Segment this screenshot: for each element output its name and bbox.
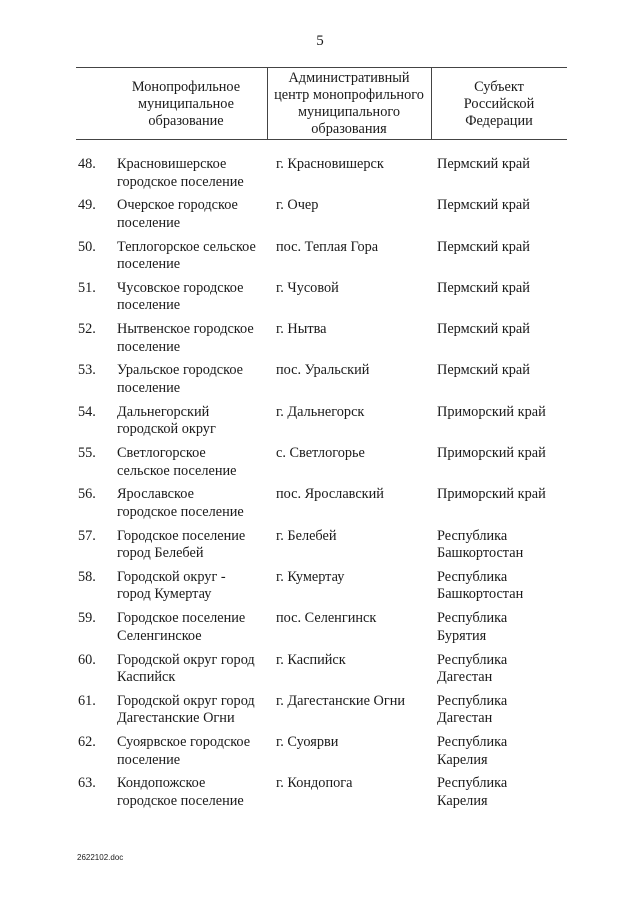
- municipality-name: [117, 734, 269, 769]
- federal-subject: [437, 404, 567, 422]
- federal-subject: [437, 528, 567, 563]
- federal-subject-line: Республика: [437, 651, 508, 668]
- header-line: Российской: [463, 96, 535, 112]
- table-row: [0, 610, 640, 651]
- municipality-name: [117, 610, 269, 645]
- municipality-name-line: Городское поселение: [117, 610, 246, 627]
- admin-center: г. Кумертау: [276, 568, 345, 585]
- federal-subject: [437, 693, 567, 728]
- row-number: 53.: [78, 362, 96, 379]
- admin-center: пос. Уральский: [276, 362, 370, 379]
- admin-center: пос. Ярославский: [276, 486, 384, 503]
- header-federal-subject: [431, 79, 567, 130]
- admin-center: г. Суоярви: [276, 734, 339, 751]
- row-number: 61.: [78, 692, 96, 709]
- municipality-name: [117, 321, 269, 356]
- header-line: центр монопрофильного: [274, 87, 424, 103]
- row-number: 55.: [78, 445, 96, 462]
- municipality-name-line: Каспийск: [117, 669, 176, 686]
- federal-subject: [437, 362, 567, 380]
- federal-subject-line: Республика: [437, 775, 508, 792]
- municipality-name-line: городской округ: [117, 421, 216, 438]
- admin-center: г. Каспийск: [276, 651, 346, 668]
- federal-subject: [437, 652, 567, 687]
- municipality-name-line: Нытвенское городское: [117, 321, 254, 338]
- municipality-name-line: Уральское городское: [117, 362, 243, 379]
- federal-subject: [437, 156, 567, 174]
- table-top-rule: [76, 67, 567, 68]
- table-row: [0, 775, 640, 816]
- federal-subject-line: Карелия: [437, 792, 488, 809]
- table-row: [0, 197, 640, 238]
- municipality-name-line: Городское поселение: [117, 527, 246, 544]
- row-number: 50.: [78, 238, 96, 255]
- municipality-name: [117, 569, 269, 604]
- federal-subject: [437, 569, 567, 604]
- federal-subject-line: Приморский край: [437, 486, 546, 503]
- federal-subject: [437, 445, 567, 463]
- header-line: муниципального: [297, 104, 401, 120]
- admin-center: г. Красновишерск: [276, 156, 384, 172]
- admin-center: с. Светлогорье: [276, 445, 365, 462]
- federal-subject: [437, 239, 567, 257]
- federal-subject-line: Пермский край: [437, 238, 530, 255]
- table-row: [0, 239, 640, 280]
- federal-subject-line: Приморский край: [437, 445, 546, 462]
- table-row: [0, 569, 640, 610]
- municipality-name-line: Красновишерское: [117, 156, 227, 172]
- municipality-name: [117, 445, 269, 480]
- table-row: [0, 445, 640, 486]
- admin-center: г. Очер: [276, 197, 319, 214]
- federal-subject-line: Башкортостан: [437, 545, 524, 562]
- municipality-name-line: город Кумертау: [117, 586, 212, 603]
- federal-subject-line: Республика: [437, 692, 508, 709]
- admin-center: пос. Селенгинск: [276, 610, 377, 627]
- page-number: 5: [316, 33, 324, 49]
- document-filename: 2622102.doc: [77, 853, 124, 862]
- municipality-name-line: сельское поселение: [117, 462, 237, 479]
- municipality-name-line: Ярославское: [117, 486, 194, 503]
- municipality-name-line: Городской округ город: [117, 651, 255, 668]
- admin-center: г. Чусовой: [276, 279, 339, 296]
- federal-subject: [437, 197, 567, 215]
- header-line: образования: [311, 121, 387, 137]
- municipality-name-line: Чусовское городское: [117, 279, 244, 296]
- municipality-name-line: Светлогорское: [117, 445, 206, 462]
- table-body: [0, 156, 640, 817]
- row-number: 62.: [78, 734, 96, 751]
- admin-center: г. Нытва: [276, 321, 327, 338]
- federal-subject: [437, 321, 567, 339]
- municipality-name-line: поселение: [117, 256, 181, 273]
- federal-subject-line: Приморский край: [437, 403, 546, 420]
- table-row: [0, 486, 640, 527]
- municipality-name: [117, 239, 269, 274]
- municipality-name-line: Кондопожское: [117, 775, 206, 792]
- admin-center: г. Дагестанские Огни: [276, 692, 405, 709]
- federal-subject-line: Пермский край: [437, 321, 530, 338]
- municipality-name: [117, 652, 269, 687]
- municipality-name-line: Дальнегорский: [117, 403, 210, 420]
- federal-subject-line: Пермский край: [437, 362, 530, 379]
- row-number: 54.: [78, 403, 96, 420]
- municipality-name-line: город Белебей: [117, 545, 204, 562]
- header-municipality: [105, 79, 267, 130]
- table-row: [0, 156, 640, 197]
- table-row: [0, 321, 640, 362]
- table-row: [0, 734, 640, 775]
- municipality-name-line: поселение: [117, 338, 181, 355]
- municipality-name-line: городское поселение: [117, 503, 244, 520]
- municipality-name-line: поселение: [117, 379, 181, 396]
- municipality-name: [117, 486, 269, 521]
- header-line: муниципальное: [138, 96, 234, 112]
- admin-center: пос. Теплая Гора: [276, 238, 379, 255]
- table-row: [0, 528, 640, 569]
- federal-subject: [437, 280, 567, 298]
- municipality-name-line: городское поселение: [117, 173, 244, 190]
- row-number: 57.: [78, 527, 96, 544]
- table-row: [0, 362, 640, 403]
- federal-subject-line: Дагестан: [437, 669, 493, 686]
- federal-subject-line: Дагестан: [437, 710, 493, 727]
- federal-subject-line: Бурятия: [437, 627, 487, 644]
- federal-subject-line: Республика: [437, 527, 508, 544]
- header-line: образование: [148, 113, 224, 129]
- municipality-name: [117, 528, 269, 563]
- row-number: 56.: [78, 486, 96, 503]
- row-number: 49.: [78, 197, 96, 214]
- header-line: Административный: [288, 70, 410, 86]
- table-row: [0, 404, 640, 445]
- municipality-name: [117, 693, 269, 728]
- municipality-name-line: поселение: [117, 214, 181, 231]
- header-admin-center: [267, 70, 431, 138]
- federal-subject-line: Пермский край: [437, 197, 530, 214]
- table-row: [0, 693, 640, 734]
- table-header-rule: [76, 139, 567, 140]
- municipality-name-line: Городской округ город: [117, 692, 255, 709]
- municipality-name-line: поселение: [117, 297, 181, 314]
- municipality-name-line: Городской округ -: [117, 568, 226, 585]
- admin-center: г. Кондопога: [276, 775, 353, 792]
- municipality-name: [117, 197, 269, 232]
- federal-subject-line: Пермский край: [437, 156, 530, 172]
- municipality-name: [117, 775, 269, 810]
- row-number: 52.: [78, 321, 96, 338]
- row-number: 48.: [78, 156, 96, 172]
- municipality-name-line: Теплогорское сельское: [117, 238, 256, 255]
- row-number: 60.: [78, 651, 96, 668]
- federal-subject-line: Башкортостан: [437, 586, 524, 603]
- federal-subject-line: Республика: [437, 610, 508, 627]
- municipality-name-line: поселение: [117, 751, 181, 768]
- row-number: 63.: [78, 775, 96, 792]
- municipality-name-line: Очерское городское: [117, 197, 238, 214]
- municipality-name-line: городское поселение: [117, 792, 244, 809]
- header-line: Федерации: [465, 113, 533, 129]
- row-number: 58.: [78, 568, 96, 585]
- header-line: Монопрофильное: [131, 79, 241, 95]
- municipality-name: [117, 362, 269, 397]
- federal-subject: [437, 734, 567, 769]
- federal-subject-line: Республика: [437, 568, 508, 585]
- table-row: [0, 652, 640, 693]
- municipality-name-line: Селенгинское: [117, 627, 202, 644]
- header-line: Субъект: [474, 79, 524, 95]
- federal-subject: [437, 486, 567, 504]
- table-row: [0, 280, 640, 321]
- federal-subject: [437, 775, 567, 810]
- row-number: 51.: [78, 279, 96, 296]
- federal-subject-line: Пермский край: [437, 279, 530, 296]
- municipality-name: [117, 156, 269, 191]
- federal-subject-line: Карелия: [437, 751, 488, 768]
- federal-subject-line: Республика: [437, 734, 508, 751]
- municipality-name-line: Дагестанские Огни: [117, 710, 235, 727]
- municipality-name-line: Суоярвское городское: [117, 734, 251, 751]
- admin-center: г. Дальнегорск: [276, 403, 365, 420]
- admin-center: г. Белебей: [276, 527, 337, 544]
- municipality-name: [117, 404, 269, 439]
- municipality-name: [117, 280, 269, 315]
- row-number: 59.: [78, 610, 96, 627]
- federal-subject: [437, 610, 567, 645]
